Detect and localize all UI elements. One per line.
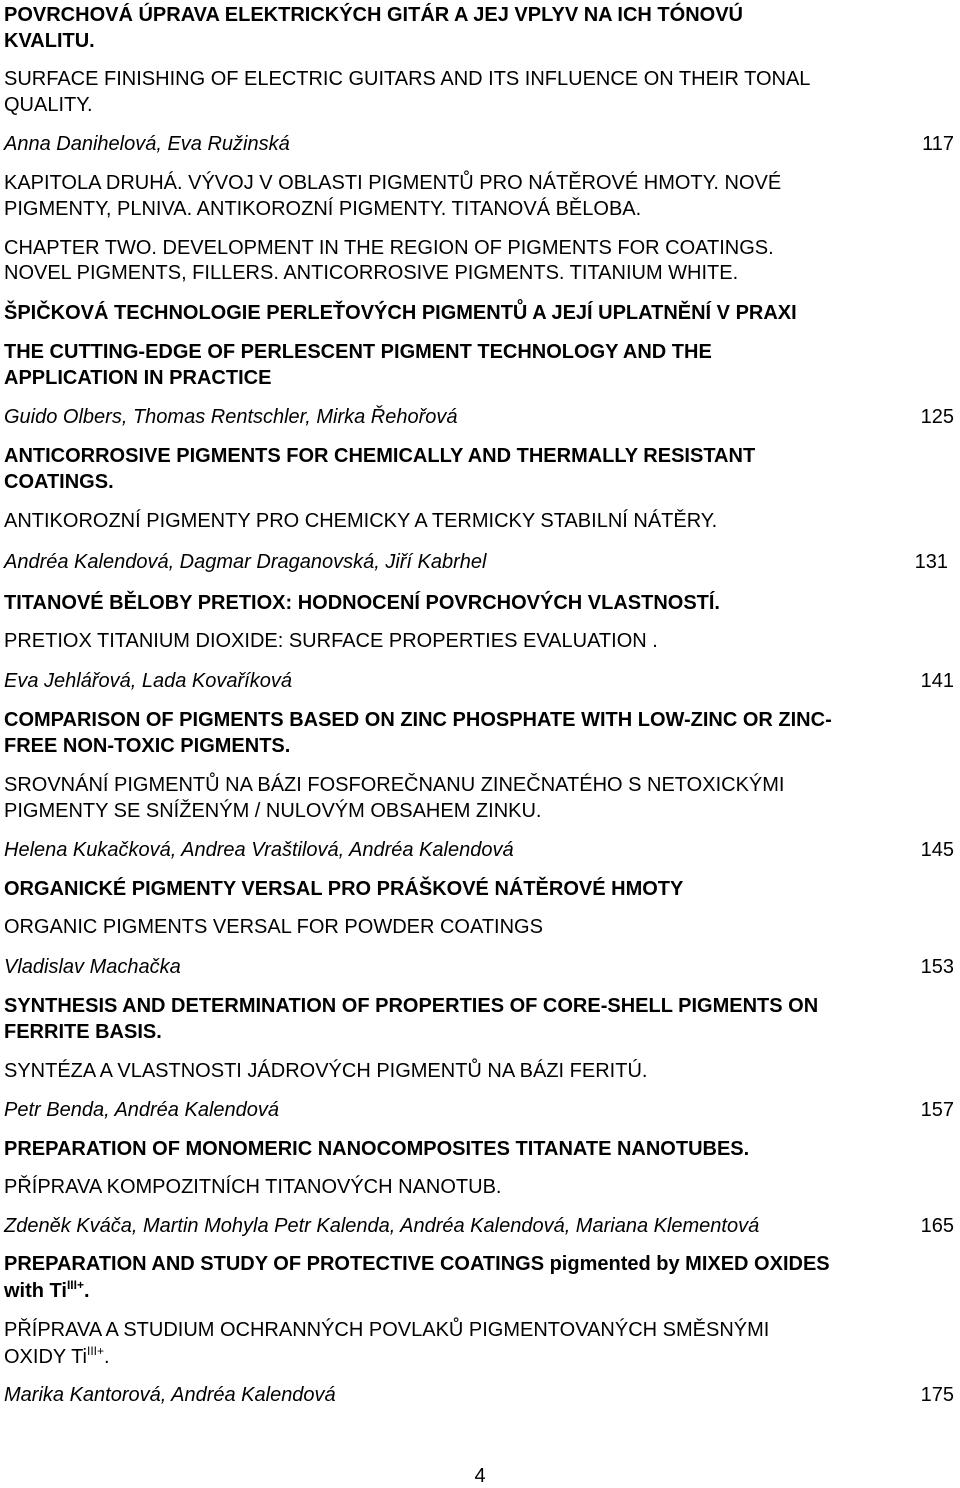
- entry-authors-row: [4, 1213, 954, 1239]
- superscript: III+: [87, 1344, 105, 1358]
- entry-authors-row: [4, 549, 948, 575]
- entry-page-number: 145: [920, 839, 954, 861]
- entry-authors-row: [4, 1097, 954, 1123]
- entry-page-number: 117: [922, 133, 954, 155]
- entry-title-cz-cont-text: OXIDY Ti: [4, 1346, 87, 1368]
- entry-title-cz: ŠPIČKOVÁ TECHNOLOGIE PERLEŤOVÝCH PIGMENTŮ A JEJÍ UPLATNĚNÍ V PRAXI: [4, 302, 797, 324]
- entry-authors-row: [4, 954, 954, 980]
- entry-page-number: 153: [920, 956, 954, 978]
- entry-title-en-cont: APPLICATION IN PRACTICE: [4, 367, 272, 389]
- entry-title-en: PREPARATION OF MONOMERIC NANOCOMPOSITES TITANATE NANOTUBES.: [4, 1138, 750, 1160]
- entry-title-cz: PŘÍPRAVA KOMPOZITNÍCH TITANOVÝCH NANOTUB.: [4, 1176, 502, 1198]
- entry-authors: Anna Danihelová, Eva Ružinská: [4, 133, 290, 155]
- entry-title-en-cont: FREE NON-TOXIC PIGMENTS.: [4, 735, 291, 757]
- entry-authors: Andréa Kalendová, Dagmar Draganovská, Jiří Kabrhel: [4, 551, 487, 573]
- entry-page-number: 125: [920, 406, 954, 428]
- entry-title-cz-cont: KVALITU.: [4, 30, 95, 52]
- entry-title-cz: ORGANICKÉ PIGMENTY VERSAL PRO PRÁŠKOVÉ NÁTĚROVÉ HMOTY: [4, 878, 684, 900]
- entry-title-en: PREPARATION AND STUDY OF PROTECTIVE COATINGS pigmented by MIXED OXIDES: [4, 1253, 830, 1275]
- entry-page-number: 157: [920, 1099, 954, 1121]
- entry-authors: Marika Kantorová, Andréa Kalendová: [4, 1384, 336, 1406]
- entry-title-cz-cont-end: .: [104, 1346, 110, 1368]
- entry-authors: Helena Kukačková, Andrea Vraštilová, Andréa Kalendová: [4, 839, 514, 861]
- entry-title-en: ORGANIC PIGMENTS VERSAL FOR POWDER COATINGS: [4, 916, 543, 938]
- entry-title-en-cont: FERRITE BASIS.: [4, 1021, 162, 1043]
- entry-authors: Petr Benda, Andréa Kalendová: [4, 1099, 280, 1121]
- superscript: III+: [66, 1278, 84, 1292]
- entry-page-number: 141: [920, 670, 954, 692]
- entry-authors-row: [4, 131, 954, 157]
- entry-title-en-cont: NOVEL PIGMENTS, FILLERS. ANTICORROSIVE PIGMENTS. TITANIUM WHITE.: [4, 262, 739, 284]
- entry-authors-row: [4, 837, 954, 863]
- entry-page-number: 165: [920, 1215, 954, 1237]
- entry-title-en: PRETIOX TITANIUM DIOXIDE: SURFACE PROPERTIES EVALUATION .: [4, 630, 658, 652]
- entry-page-number: 175: [920, 1384, 954, 1406]
- entry-title-en: THE CUTTING-EDGE OF PERLESCENT PIGMENT TECHNOLOGY AND THE: [4, 341, 712, 363]
- entry-title-cz: KAPITOLA DRUHÁ. VÝVOJ V OBLASTI PIGMENTŮ PRO NÁTĚROVÉ HMOTY. NOVÉ: [4, 172, 782, 194]
- entry-title-en: CHAPTER TWO. DEVELOPMENT IN THE REGION OF PIGMENTS FOR COATINGS.: [4, 237, 774, 259]
- page-footer-number: 4: [474, 1465, 486, 1487]
- entry-title-en: ANTICORROSIVE PIGMENTS FOR CHEMICALLY AND THERMALLY RESISTANT: [4, 445, 756, 467]
- entry-authors-row: [4, 1382, 954, 1408]
- entry-authors: Zdeněk Kváča, Martin Mohyla Petr Kalenda, Andréa Kalendová, Mariana Klementová: [4, 1215, 760, 1237]
- entry-title-cz-cont: PIGMENTY SE SNÍŽENÝM / NULOVÝM OBSAHEM ZINKU.: [4, 800, 542, 822]
- entry-title-en-cont: [4, 1278, 954, 1304]
- entry-title-en: SURFACE FINISHING OF ELECTRIC GUITARS AND ITS INFLUENCE ON THEIR TONAL: [4, 68, 811, 90]
- entry-authors: Vladislav Machačka: [4, 956, 181, 978]
- entry-title-en-cont: COATINGS.: [4, 471, 114, 493]
- entry-title-cz: TITANOVÉ BĚLOBY PRETIOX: HODNOCENÍ POVRCHOVÝCH VLASTNOSTÍ.: [4, 592, 720, 614]
- entry-page-number: 131: [914, 551, 948, 573]
- entry-title-cz: ANTIKOROZNÍ PIGMENTY PRO CHEMICKY A TERMICKY STABILNÍ NÁTĚRY.: [4, 510, 718, 532]
- entry-title-cz: POVRCHOVÁ ÚPRAVA ELEKTRICKÝCH GITÁR A JEJ VPLYV NA ICH TÓNOVÚ: [4, 4, 743, 26]
- entry-title-en-cont-end: .: [83, 1280, 90, 1302]
- entry-authors: Eva Jehlářová, Lada Kovaříková: [4, 670, 292, 692]
- entry-title-en-cont-text: with Ti: [4, 1280, 67, 1302]
- entry-title-cz: PŘÍPRAVA A STUDIUM OCHRANNÝCH POVLAKŮ PIGMENTOVANÝCH SMĚSNÝMI: [4, 1319, 770, 1341]
- entry-title-cz-cont: PIGMENTY, PLNIVA. ANTIKOROZNÍ PIGMENTY. TITANOVÁ BĚLOBA.: [4, 198, 642, 220]
- entry-title-en: COMPARISON OF PIGMENTS BASED ON ZINC PHOSPHATE WITH LOW-ZINC OR ZINC-: [4, 709, 832, 731]
- entry-authors-row: [4, 668, 954, 694]
- entry-title-en-cont: QUALITY.: [4, 94, 93, 116]
- entry-title-cz: SROVNÁNÍ PIGMENTŮ NA BÁZI FOSFOREČNANU ZINEČNATÉHO S NETOXICKÝMI: [4, 774, 785, 796]
- entry-authors-row: [4, 404, 954, 430]
- entry-title-cz-cont: [4, 1344, 954, 1370]
- entry-title-cz: SYNTÉZA A VLASTNOSTI JÁDROVÝCH PIGMENTŮ NA BÁZI FERITÚ.: [4, 1060, 648, 1082]
- entry-title-en: SYNTHESIS AND DETERMINATION OF PROPERTIES OF CORE-SHELL PIGMENTS ON: [4, 995, 819, 1017]
- entry-authors: Guido Olbers, Thomas Rentschler, Mirka Řehořová: [4, 406, 458, 428]
